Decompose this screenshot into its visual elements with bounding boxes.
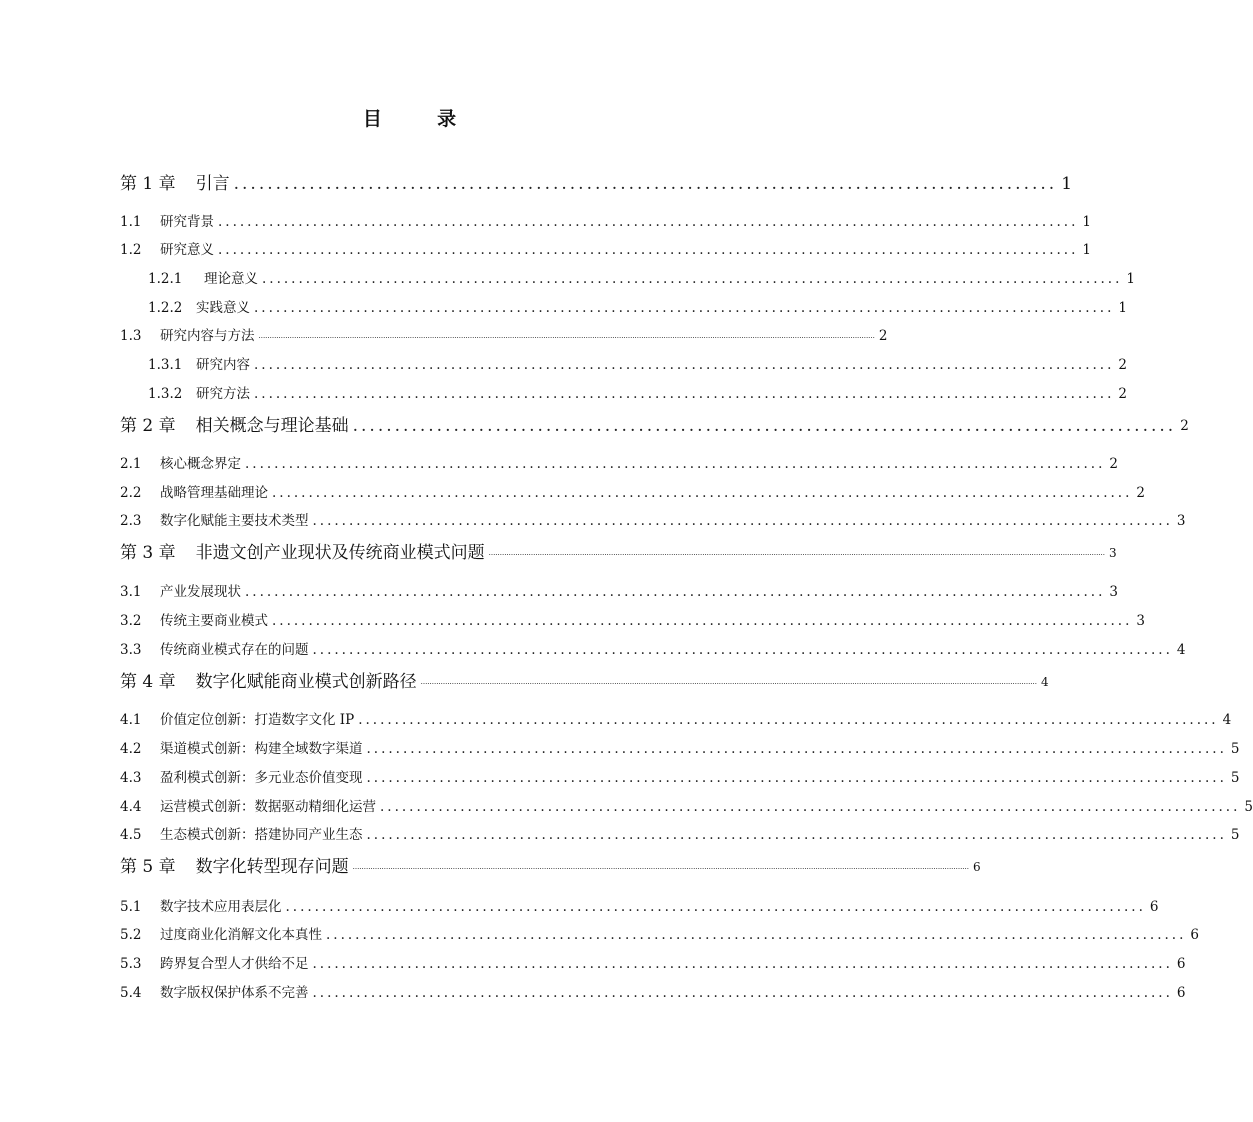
- toc-entry-4-4[interactable]: [120, 797, 1253, 817]
- entry-number: 1.3.1: [148, 357, 183, 373]
- entry-text: 生态模式创新：搭建协同产业生态: [160, 827, 363, 843]
- dot-leader: .....................................................................................................................................................................................................................................................................................: [258, 332, 875, 340]
- entry-number: 4.2: [120, 741, 142, 757]
- toc-entry-chapter-1[interactable]: [120, 172, 1073, 196]
- entry-page: 4: [1222, 712, 1232, 728]
- entry-page: 6: [972, 860, 981, 874]
- entry-page: 6: [1149, 899, 1159, 915]
- entry-page: 6: [1176, 985, 1186, 1001]
- entry-text: 数字化赋能主要技术类型: [160, 513, 309, 529]
- dot-leader: ..................................................................................................: [233, 174, 1058, 194]
- toc-entry-1-2-1[interactable]: [148, 269, 1135, 289]
- entry-number: 第 5 章: [120, 857, 176, 877]
- toc-entry-5-3[interactable]: [120, 954, 1186, 974]
- toc-entry-5-2[interactable]: [120, 925, 1199, 945]
- entry-text: 运营模式创新：数据驱动精细化运营: [160, 799, 376, 815]
- entry-text: 数字技术应用表层化: [160, 899, 282, 915]
- entry-text: 盈利模式创新：多元业态价值变现: [160, 770, 363, 786]
- toc-entry-4-5[interactable]: [120, 825, 1240, 845]
- entry-number: 第 1 章: [120, 174, 176, 194]
- entry-page: 2: [878, 328, 888, 344]
- entry-text: 引言: [195, 174, 230, 194]
- entry-number: 4.3: [120, 770, 142, 786]
- entry-text: 核心概念界定: [160, 456, 241, 472]
- entry-number: 第 4 章: [120, 672, 176, 692]
- entry-text: 渠道模式创新：构建全域数字渠道: [160, 741, 363, 757]
- entry-page: 5: [1230, 741, 1240, 757]
- entry-page: 1: [1082, 214, 1091, 230]
- toc-entry-1-3[interactable]: [120, 326, 888, 346]
- toc-entry-2-2[interactable]: [120, 483, 1145, 503]
- entry-page: 3: [1176, 513, 1186, 529]
- entry-page: 2: [1180, 418, 1189, 434]
- toc-entry-chapter-2[interactable]: [120, 414, 1189, 438]
- entry-number: 2.3: [120, 513, 142, 529]
- entry-text: 过度商业化消解文化本真性: [160, 927, 322, 943]
- entry-text: 研究背景: [160, 214, 214, 230]
- entry-page: 4: [1176, 642, 1186, 658]
- dot-leader: ......................................................................................................................: [366, 770, 1227, 786]
- entry-text: 研究方法: [196, 386, 250, 402]
- entry-page: 1: [1126, 271, 1135, 287]
- dot-leader: ......................................................................................................................: [272, 485, 1133, 501]
- entry-number: 3.1: [120, 584, 142, 600]
- dot-leader: ......................................................................................................................: [245, 456, 1106, 472]
- entry-page: 3: [1109, 584, 1118, 600]
- entry-number: 1.2.2: [148, 300, 183, 316]
- entry-text: 数字化转型现存问题: [195, 857, 349, 877]
- dot-leader: ..................................................................................................: [352, 416, 1177, 436]
- entry-page: 5: [1230, 770, 1240, 786]
- entry-number: 5.1: [120, 899, 142, 915]
- toc-title: 目 录: [362, 108, 471, 130]
- entry-page: 2: [1118, 357, 1127, 373]
- dot-leader: ......................................................................................................................: [366, 741, 1227, 757]
- entry-number: 1.3.2: [148, 386, 183, 402]
- dot-leader: ......................................................................................................................: [380, 799, 1241, 815]
- entry-text: 实践意义: [196, 300, 250, 316]
- entry-number: 2.2: [120, 485, 142, 501]
- entry-page: 2: [1118, 386, 1127, 402]
- dot-leader: ......................................................................................................................: [218, 214, 1079, 230]
- dot-leader: ......................................................................................................................: [326, 927, 1187, 943]
- dot-leader: .....................................................................................................................................................................................................................................................................................: [420, 678, 1037, 686]
- entry-number: 5.3: [120, 956, 142, 972]
- entry-page: 3: [1136, 613, 1145, 629]
- toc-entry-1-3-1[interactable]: [148, 355, 1127, 375]
- toc-entry-2-3[interactable]: [120, 511, 1186, 531]
- toc-entry-4-2[interactable]: [120, 739, 1240, 759]
- toc-entry-1-2[interactable]: [120, 240, 1091, 260]
- entry-text: 传统商业模式存在的问题: [160, 642, 309, 658]
- toc-entry-chapter-4[interactable]: [120, 670, 1049, 694]
- entry-page: 6: [1190, 927, 1199, 943]
- toc-entry-3-3[interactable]: [120, 640, 1186, 660]
- dot-leader: ......................................................................................................................: [254, 300, 1115, 316]
- dot-leader: ......................................................................................................................: [245, 584, 1106, 600]
- entry-number: 5.2: [120, 927, 142, 943]
- entry-number: 3.2: [120, 613, 142, 629]
- entry-number: 1.2: [120, 242, 142, 258]
- toc-entry-1-1[interactable]: [120, 212, 1091, 232]
- entry-page: 6: [1176, 956, 1186, 972]
- entry-number: 4.1: [120, 712, 142, 728]
- entry-page: 2: [1136, 485, 1145, 501]
- dot-leader: ......................................................................................................................: [218, 242, 1079, 258]
- dot-leader: ......................................................................................................................: [254, 386, 1115, 402]
- entry-page: 4: [1040, 675, 1049, 689]
- entry-page: 1: [1118, 300, 1127, 316]
- entry-text: 研究内容: [196, 357, 250, 373]
- entry-page: 1: [1061, 174, 1073, 194]
- entry-text: 相关概念与理论基础: [195, 416, 349, 436]
- toc-entry-5-4[interactable]: [120, 983, 1186, 1003]
- entry-text: 数字版权保护体系不完善: [160, 985, 309, 1001]
- dot-leader: ......................................................................................................................: [312, 642, 1173, 658]
- toc-entry-1-3-2[interactable]: [148, 384, 1127, 404]
- entry-text: 跨界复合型人才供给不足: [160, 956, 309, 972]
- toc-entry-chapter-3[interactable]: [120, 541, 1117, 565]
- entry-text: 非遗文创产业现状及传统商业模式问题: [195, 543, 485, 563]
- dot-leader: ......................................................................................................................: [262, 271, 1123, 287]
- dot-leader: ......................................................................................................................: [366, 827, 1227, 843]
- toc-entry-4-1[interactable]: [120, 710, 1232, 730]
- entry-number: 1.1: [120, 214, 142, 230]
- entry-text: 研究意义: [160, 242, 214, 258]
- dot-leader: ......................................................................................................................: [285, 899, 1146, 915]
- entry-text: 传统主要商业模式: [160, 613, 268, 629]
- dot-leader: ......................................................................................................................: [358, 712, 1219, 728]
- entry-number: 4.4: [120, 799, 142, 815]
- dot-leader: .....................................................................................................................................................................................................................................................................................: [488, 549, 1105, 557]
- toc-entry-3-1[interactable]: [120, 582, 1118, 602]
- dot-leader: .....................................................................................................................................................................................................................................................................................: [352, 863, 969, 871]
- entry-page: 5: [1244, 799, 1253, 815]
- entry-text: 价值定位创新：打造数字文化 IP: [160, 712, 355, 728]
- entry-text: 研究内容与方法: [160, 328, 255, 344]
- entry-number: 3.3: [120, 642, 142, 658]
- toc-entry-chapter-5[interactable]: [120, 855, 981, 879]
- dot-leader: ......................................................................................................................: [272, 613, 1133, 629]
- entry-number: 1.3: [120, 328, 142, 344]
- dot-leader: ......................................................................................................................: [312, 985, 1173, 1001]
- dot-leader: ......................................................................................................................: [312, 956, 1173, 972]
- entry-text: 数字化赋能商业模式创新路径: [195, 672, 417, 692]
- entry-number: 4.5: [120, 827, 142, 843]
- entry-page: 5: [1230, 827, 1240, 843]
- dot-leader: ......................................................................................................................: [254, 357, 1115, 373]
- entry-number: 第 2 章: [120, 416, 176, 436]
- entry-text: 理论意义: [204, 271, 258, 287]
- entry-page: 1: [1082, 242, 1091, 258]
- entry-text: 产业发展现状: [160, 584, 241, 600]
- entry-number: 第 3 章: [120, 543, 176, 563]
- entry-text: 战略管理基础理论: [160, 485, 268, 501]
- entry-page: 3: [1108, 546, 1117, 560]
- entry-page: 2: [1109, 456, 1118, 472]
- toc-entry-5-1[interactable]: [120, 897, 1159, 917]
- toc-entry-2-1[interactable]: [120, 454, 1118, 474]
- toc-entry-1-2-2[interactable]: [148, 298, 1127, 318]
- toc-entry-4-3[interactable]: [120, 768, 1240, 788]
- dot-leader: ......................................................................................................................: [312, 513, 1173, 529]
- entry-number: 1.2.1: [148, 271, 183, 287]
- entry-number: 2.1: [120, 456, 142, 472]
- toc-entry-3-2[interactable]: [120, 611, 1145, 631]
- entry-number: 5.4: [120, 985, 142, 1001]
